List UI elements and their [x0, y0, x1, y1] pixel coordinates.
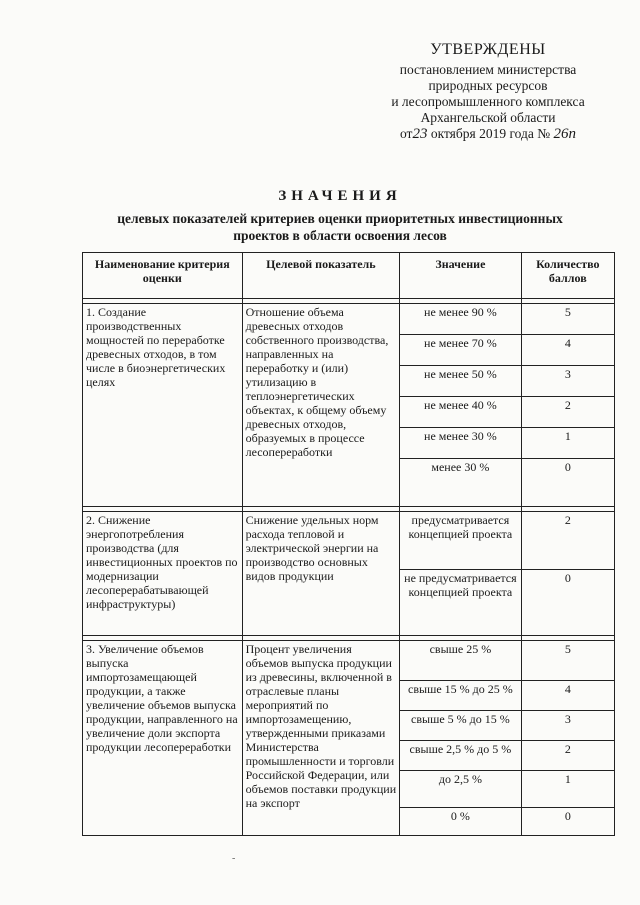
- value-cell: до 2,5 %: [400, 771, 521, 808]
- points-cell: 2: [521, 512, 614, 570]
- value-cell: предусматривается концепцией проекта: [400, 512, 521, 570]
- approval-line: постановлением министерства: [399, 62, 577, 77]
- points-cell: 0: [521, 808, 614, 836]
- value-cell: не менее 50 %: [400, 366, 521, 397]
- points-cell: 4: [521, 681, 614, 711]
- title-sub-1: целевых показателей критериев оценки приоритетных инвестиционных: [117, 211, 563, 226]
- value-cell: не менее 30 %: [400, 428, 521, 459]
- criterion-cell: 2. Снижение энергопотребления производства (для инвестиционных проектов по модернизации лесоперерабатывающей инфраструктуры): [83, 512, 243, 636]
- points-cell: 0: [521, 570, 614, 636]
- footer-mark: -: [232, 853, 236, 864]
- value-cell: свыше 25 %: [400, 641, 521, 681]
- points-cell: 1: [521, 428, 614, 459]
- table-row: [83, 512, 615, 570]
- header-criterion: Наименование критерия оценки: [83, 253, 243, 299]
- approval-line: и лесопромышленного комплекса: [391, 94, 585, 109]
- header-indicator: Целевой показатель: [242, 253, 400, 299]
- value-cell: свыше 15 % до 25 %: [400, 681, 521, 711]
- title-sub-2: проектов в области освоения лесов: [233, 228, 447, 243]
- points-cell: 3: [521, 711, 614, 741]
- points-cell: 0: [521, 459, 614, 507]
- table-row: [83, 304, 615, 335]
- value-cell: свыше 5 % до 15 %: [400, 711, 521, 741]
- table-header-row: [83, 253, 615, 299]
- document-title: [60, 188, 620, 244]
- points-cell: 5: [521, 641, 614, 681]
- approval-heading: УТВЕРЖДЕНЫ: [430, 41, 546, 58]
- handwritten-doc-number: 26п: [553, 126, 577, 142]
- value-cell: не менее 40 %: [400, 397, 521, 428]
- header-points: Количество баллов: [521, 253, 614, 299]
- header-value: Значение: [400, 253, 521, 299]
- points-cell: 3: [521, 366, 614, 397]
- criterion-cell: 1. Создание производственных мощностей по переработке древесных отходов, в том числе в биоэнергетических целях: [83, 304, 243, 507]
- approval-date: от23 октября 2019 года № 26п: [399, 126, 577, 142]
- approval-line: Архангельской области: [420, 110, 556, 125]
- points-cell: 1: [521, 771, 614, 808]
- points-cell: 5: [521, 304, 614, 335]
- criterion-cell: 3. Увеличение объемов выпуска импортозамещающей продукции, а также увеличение объемов выпуска продукции, направленного на увеличение доли экспорта продукции лесопереработки: [83, 641, 243, 836]
- indicator-cell: Отношение объема древесных отходов собственного производства, направленных на переработку и (или) утилизацию в теплоэнергетических объектах, к общему объему древесных отходов, образуемых в процессе лесопереработки: [242, 304, 400, 507]
- approval-line: природных ресурсов: [428, 78, 548, 93]
- value-cell: не предусматривается концепцией проекта: [400, 570, 521, 636]
- value-cell: менее 30 %: [400, 459, 521, 507]
- points-cell: 4: [521, 335, 614, 366]
- title-main: ЗНАЧЕНИЯ: [278, 188, 402, 204]
- points-cell: 2: [521, 741, 614, 771]
- value-cell: не менее 70 %: [400, 335, 521, 366]
- approval-stamp: [358, 42, 618, 142]
- handwritten-day: 23: [412, 126, 428, 142]
- criteria-table: [82, 252, 615, 836]
- indicator-cell: Снижение удельных норм расхода тепловой и электрической энергии на производство основных видов продукции: [242, 512, 400, 636]
- points-cell: 2: [521, 397, 614, 428]
- value-cell: свыше 2,5 % до 5 %: [400, 741, 521, 771]
- table-row: [83, 641, 615, 681]
- value-cell: 0 %: [400, 808, 521, 836]
- indicator-cell: Процент увеличения объемов выпуска продукции из древесины, включенной в отраслевые планы мероприятий по импортозамещению, утвержденными приказами Министерства промышленности и торговли Российской Федерации, или объемов поставки продукции на экспорт: [242, 641, 400, 836]
- value-cell: не менее 90 %: [400, 304, 521, 335]
